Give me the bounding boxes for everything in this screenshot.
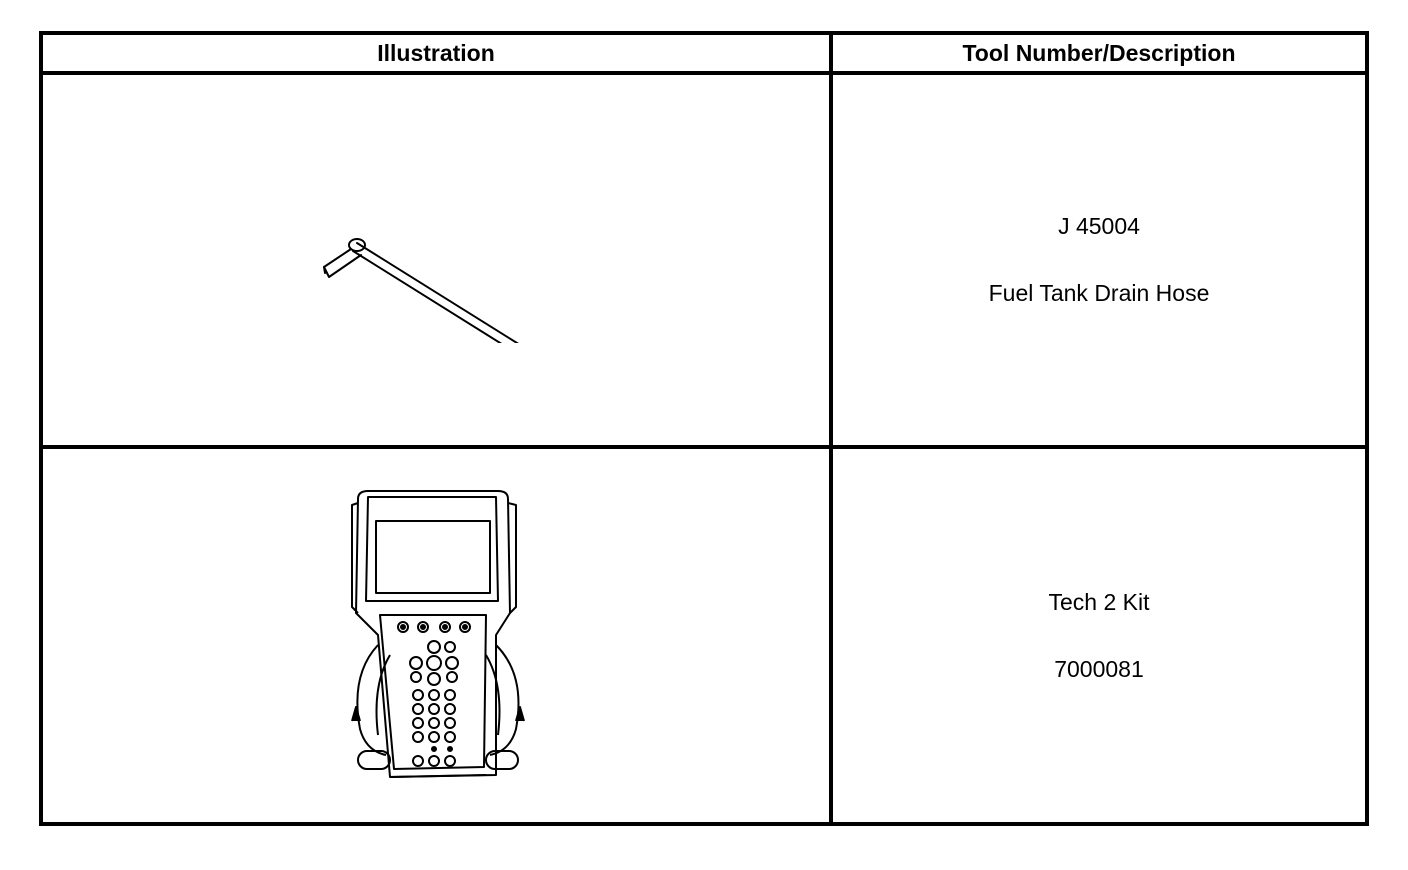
header-illustration: Illustration <box>41 33 831 73</box>
tech-2-scan-tool-icon <box>348 485 528 785</box>
illustration-cell <box>41 447 831 824</box>
tool-description-cell <box>831 73 1367 447</box>
table-row <box>41 447 1367 824</box>
tool-kit-name: Tech 2 Kit <box>1048 588 1150 615</box>
header-tool-number-description: Tool Number/Description <box>831 33 1367 73</box>
tool-description: Fuel Tank Drain Hose <box>988 280 1210 307</box>
illustration-cell <box>41 73 831 447</box>
tool-description-cell <box>831 447 1367 824</box>
fuel-tank-drain-hose-icon <box>279 193 609 343</box>
special-tools-table <box>39 31 1369 826</box>
tool-number: 7000081 <box>1054 655 1144 682</box>
table-header-row <box>41 33 1367 73</box>
tool-number: J 45004 <box>1058 213 1140 240</box>
table-row <box>41 73 1367 447</box>
